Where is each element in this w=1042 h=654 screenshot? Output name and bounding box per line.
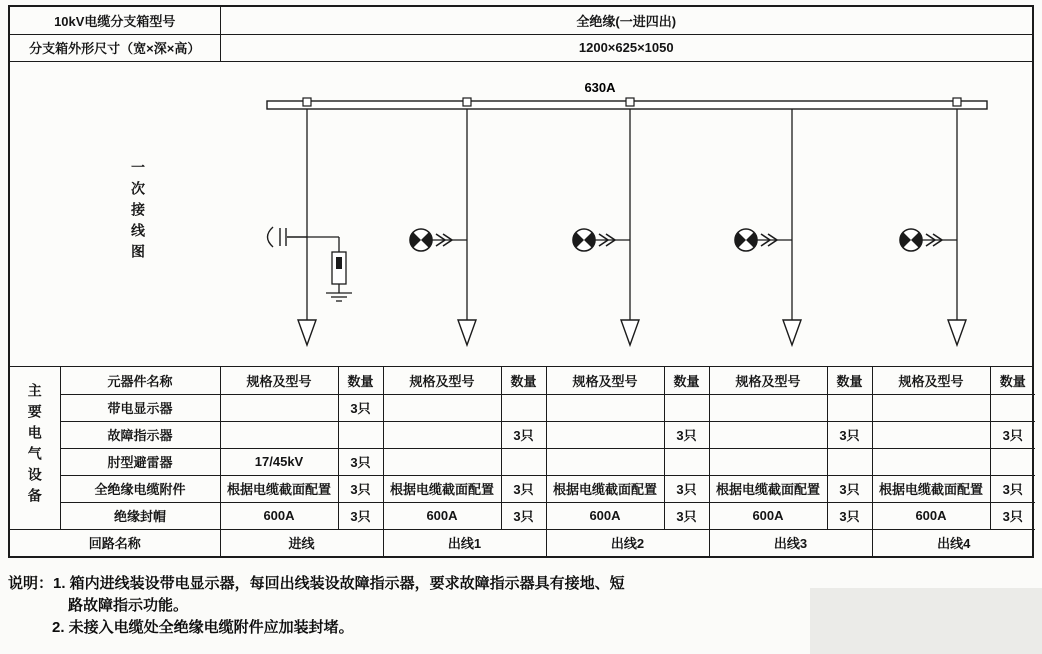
bom-side-label: 主要电气设备	[26, 383, 43, 510]
bom-cell-qty: 3只	[501, 502, 546, 529]
bom-cell-spec: 根据电缆截面配置	[872, 475, 990, 502]
one-line-diagram	[10, 61, 1032, 367]
bom-cell-qty: 3只	[990, 502, 1035, 529]
note-line-1: 说明：1. 箱内进线装设带电显示器，每回出线装设故障指示器，要求故障指示器具有接地、短	[8, 575, 625, 592]
bom-cell-spec	[546, 421, 664, 448]
background-gray-block	[810, 588, 1042, 654]
fault-indicator-icon	[573, 229, 630, 251]
bom-cell-qty	[990, 448, 1035, 475]
box-size-label: 分支箱外形尺寸（宽×深×高）	[10, 34, 220, 61]
bom-cell-qty: 3只	[338, 394, 383, 421]
col-header-qty: 数量	[827, 367, 872, 394]
component-name: 绝缘封帽	[60, 502, 220, 529]
circuit-outgoing-2: 出线2	[546, 529, 709, 556]
bom-cell-spec: 17/45kV	[220, 448, 338, 475]
bom-table	[10, 367, 1035, 556]
bom-cell-qty: 3只	[664, 421, 709, 448]
bom-cell-qty	[664, 448, 709, 475]
bom-cell-spec	[709, 448, 827, 475]
bom-cell-spec	[383, 394, 501, 421]
col-header-spec: 规格及型号	[220, 367, 338, 394]
bom-cell-spec	[546, 394, 664, 421]
bom-cell-spec: 600A	[220, 502, 338, 529]
bom-cell-spec	[546, 448, 664, 475]
table-row	[10, 7, 1032, 34]
live-display-indicator-icon	[268, 227, 308, 247]
spec-table	[10, 7, 1032, 61]
note-line-2: 路故障指示功能。	[68, 596, 189, 614]
bom-cell-spec	[383, 421, 501, 448]
bom-row	[10, 475, 1035, 502]
bom-row	[10, 448, 1035, 475]
circuit-incoming: 进线	[220, 529, 383, 556]
fault-indicator-icons	[410, 229, 957, 251]
bom-row	[10, 421, 1035, 448]
fault-indicator-icon	[735, 229, 792, 251]
circuit-outgoing-1: 出线1	[383, 529, 546, 556]
bom-cell-qty	[501, 448, 546, 475]
fault-indicator-icon	[900, 229, 957, 251]
col-header-qty: 数量	[664, 367, 709, 394]
bom-cell-qty: 3只	[827, 421, 872, 448]
bom-cell-spec: 600A	[709, 502, 827, 529]
bom-cell-spec: 600A	[546, 502, 664, 529]
col-header-spec: 规格及型号	[872, 367, 990, 394]
drawing-sheet	[8, 5, 1034, 638]
bom-cell-spec	[383, 448, 501, 475]
bom-cell-spec	[709, 394, 827, 421]
bom-footer-row	[10, 529, 1035, 556]
bom-header-row	[10, 367, 1035, 394]
col-header-qty: 数量	[990, 367, 1035, 394]
col-header-qty: 数量	[338, 367, 383, 394]
feeder-lines	[307, 109, 957, 321]
bom-cell-qty	[990, 394, 1035, 421]
bom-side-label-cell	[10, 367, 60, 529]
bom-cell-spec: 600A	[383, 502, 501, 529]
bom-cell-spec: 根据电缆截面配置	[383, 475, 501, 502]
bom-cell-qty: 3只	[664, 475, 709, 502]
diagram-side-label: 一次接线图	[130, 160, 146, 265]
bom-cell-qty	[501, 394, 546, 421]
box-model-label: 10kV电缆分支箱型号	[10, 7, 220, 34]
bom-cell-qty: 3只	[501, 421, 546, 448]
bom-cell-qty	[827, 448, 872, 475]
component-name: 肘型避雷器	[60, 448, 220, 475]
box-model-value: 全绝缘(一进四出)	[220, 7, 1032, 34]
bom-cell-qty: 3只	[827, 502, 872, 529]
bom-cell-spec: 根据电缆截面配置	[220, 475, 338, 502]
bom-cell-spec	[872, 448, 990, 475]
col-header-name: 元器件名称	[60, 367, 220, 394]
box-size-value: 1200×625×1050	[220, 34, 1032, 61]
bom-row	[10, 394, 1035, 421]
bom-cell-qty: 3只	[338, 502, 383, 529]
circuit-name-label: 回路名称	[10, 529, 220, 556]
fault-indicator-icon	[410, 229, 467, 251]
component-name: 故障指示器	[60, 421, 220, 448]
surge-arrester-icon	[307, 237, 352, 301]
circuit-outgoing-4: 出线4	[872, 529, 1035, 556]
bom-cell-qty	[827, 394, 872, 421]
bom-row	[10, 502, 1035, 529]
bom-cell-qty: 3只	[338, 475, 383, 502]
bom-cell-spec	[220, 394, 338, 421]
bom-cell-spec	[872, 394, 990, 421]
bom-cell-qty: 3只	[990, 475, 1035, 502]
component-name: 带电显示器	[60, 394, 220, 421]
bom-cell-qty: 3只	[990, 421, 1035, 448]
component-name: 全绝缘电缆附件	[60, 475, 220, 502]
busbar-rating-label: 630A	[584, 80, 616, 95]
bom-cell-spec	[709, 421, 827, 448]
bom-cell-qty: 3只	[827, 475, 872, 502]
bom-cell-qty	[664, 394, 709, 421]
bom-cell-qty: 3只	[338, 448, 383, 475]
cable-terminal-arrows	[298, 320, 966, 345]
circuit-outgoing-3: 出线3	[709, 529, 872, 556]
note-line-3: 2. 未接入电缆处全绝缘电缆附件应加装封堵。	[52, 618, 354, 636]
bom-cell-spec	[220, 421, 338, 448]
sheet-border	[8, 5, 1034, 558]
col-header-spec: 规格及型号	[383, 367, 501, 394]
col-header-qty: 数量	[501, 367, 546, 394]
bom-cell-spec	[872, 421, 990, 448]
bom-cell-qty: 3只	[501, 475, 546, 502]
schematic-svg	[10, 62, 1032, 368]
bom-cell-spec: 600A	[872, 502, 990, 529]
col-header-spec: 规格及型号	[709, 367, 827, 394]
col-header-spec: 规格及型号	[546, 367, 664, 394]
bom-cell-qty	[338, 421, 383, 448]
bom-cell-spec: 根据电缆截面配置	[709, 475, 827, 502]
bom-cell-spec: 根据电缆截面配置	[546, 475, 664, 502]
bom-cell-qty: 3只	[664, 502, 709, 529]
table-row	[10, 34, 1032, 61]
